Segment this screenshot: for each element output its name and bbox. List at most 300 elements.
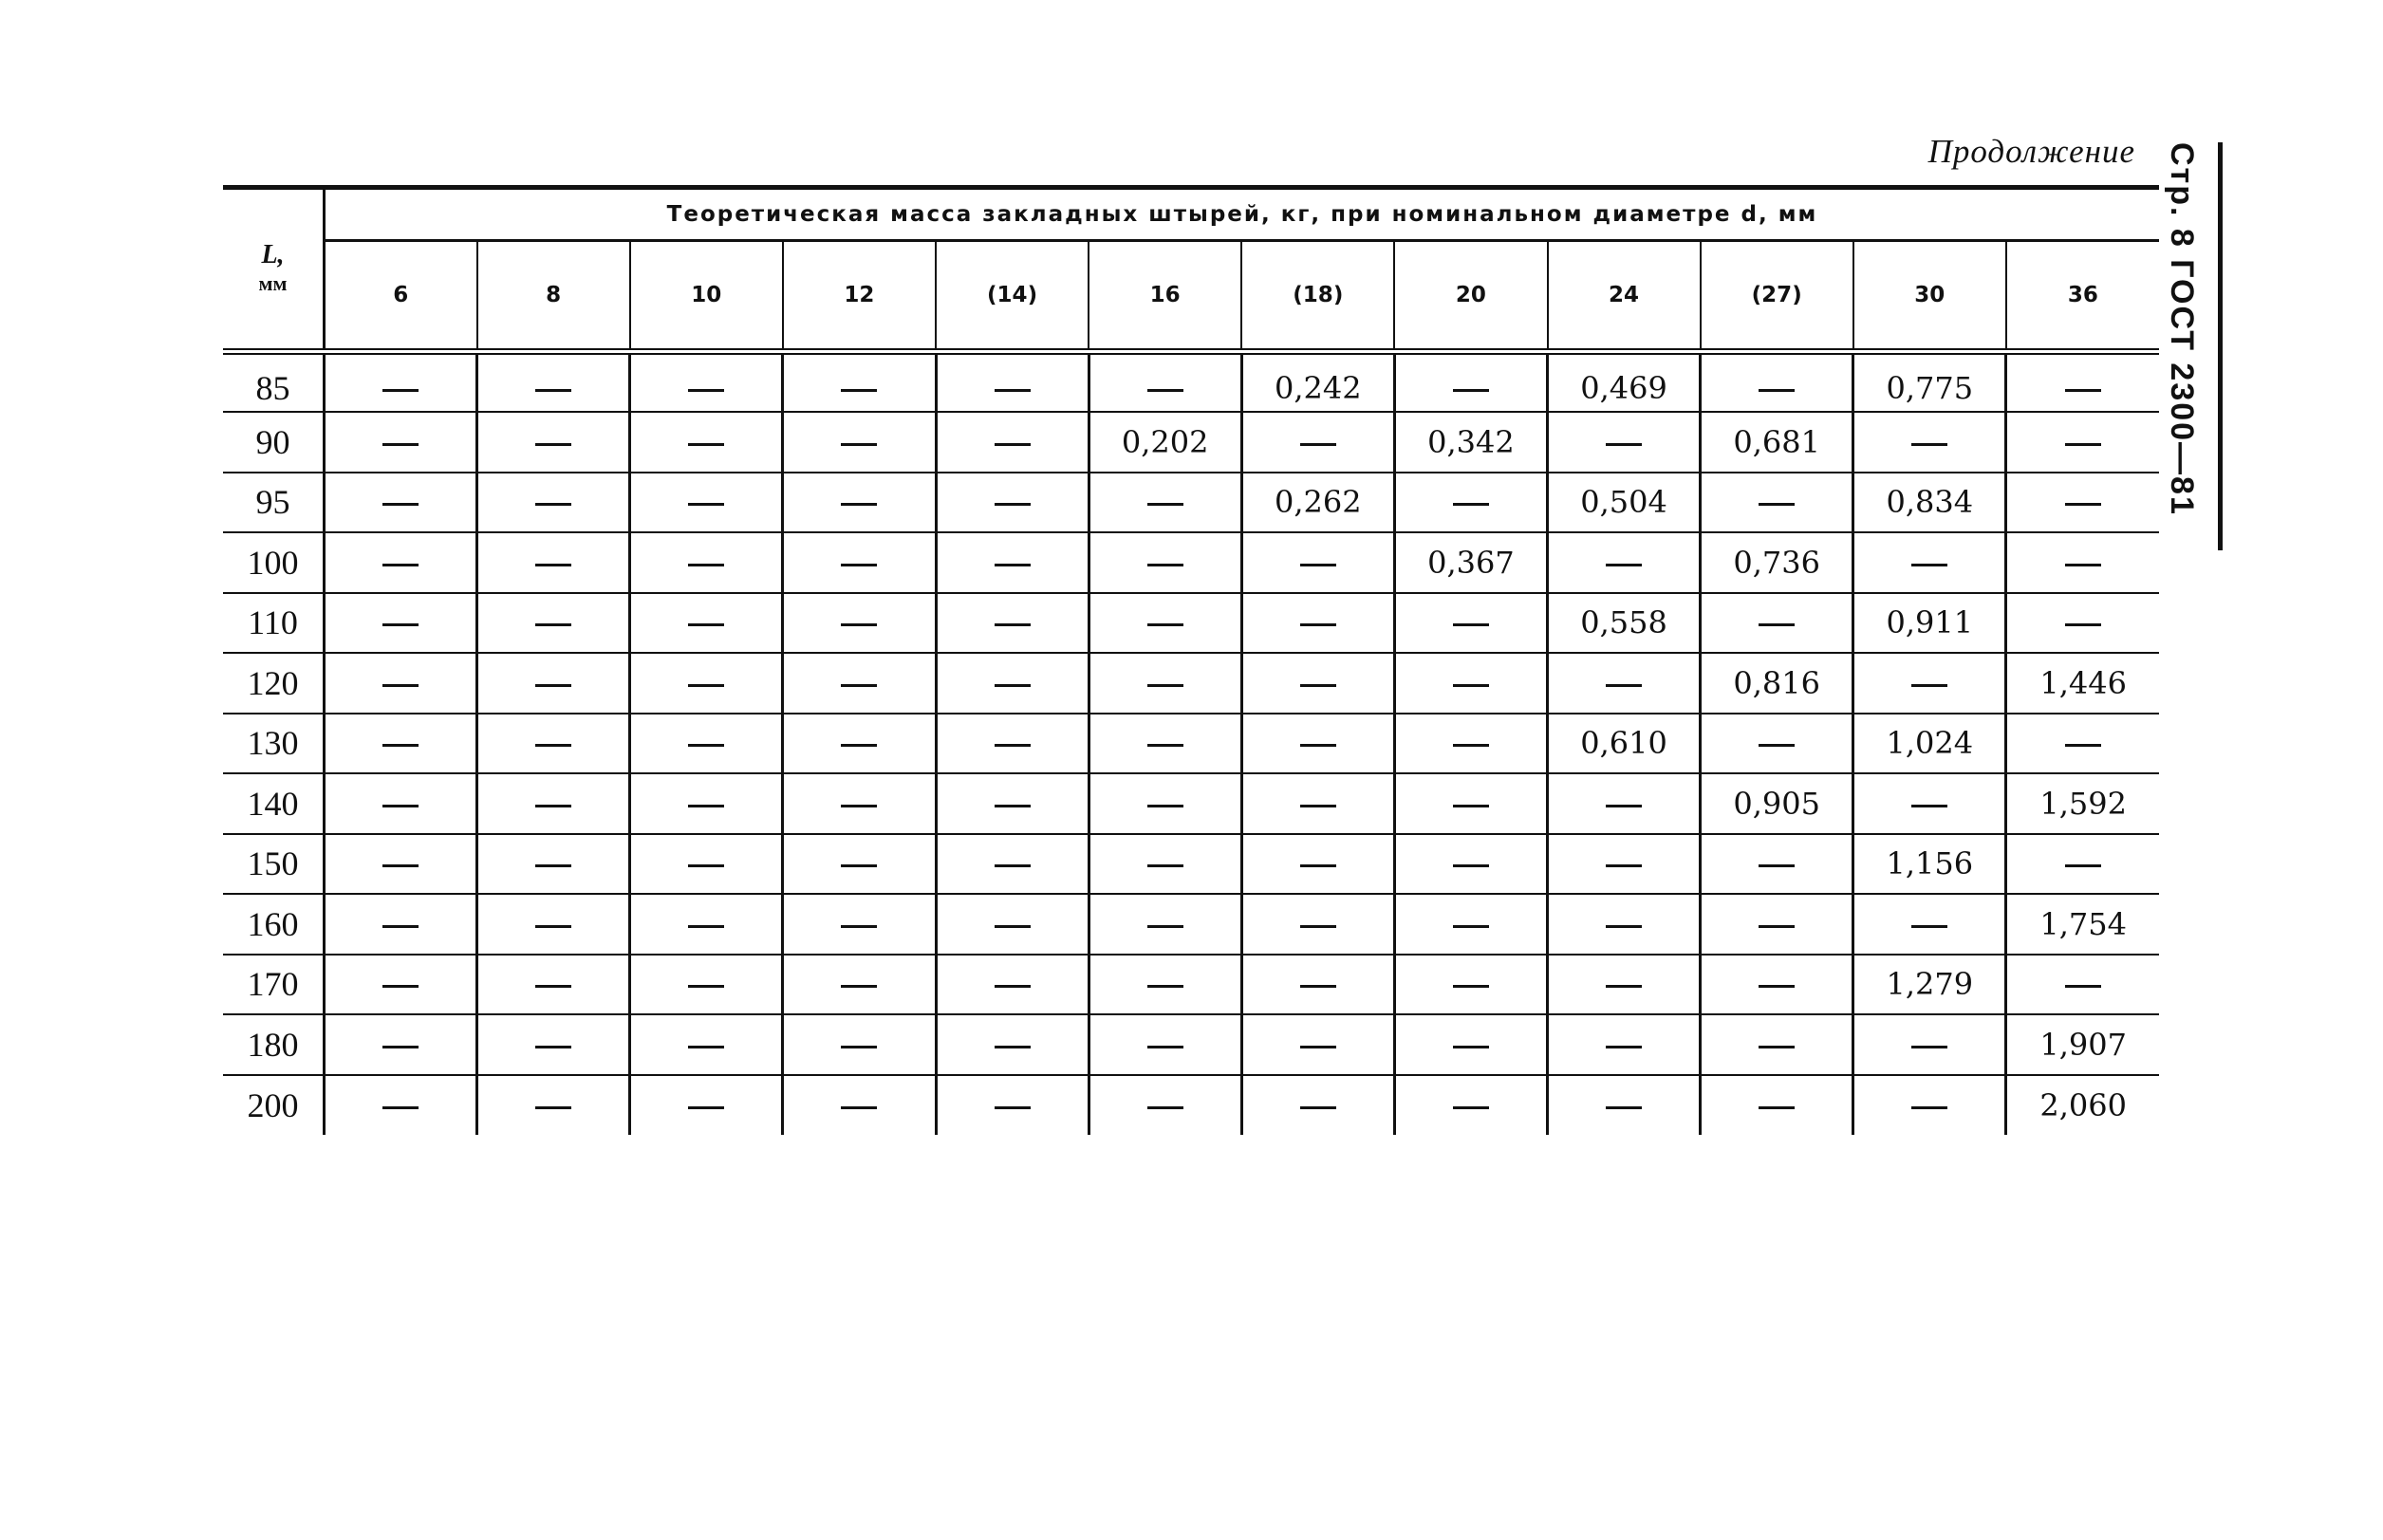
mass-cell xyxy=(936,894,1089,955)
dash-mark xyxy=(995,985,1031,988)
diameter-header: 12 xyxy=(783,241,936,352)
mass-cell xyxy=(1701,894,1853,955)
dash-mark xyxy=(382,564,419,566)
dash-mark xyxy=(2065,744,2101,747)
mass-cell xyxy=(1241,955,1394,1015)
dash-mark xyxy=(535,864,571,867)
dash-mark xyxy=(2065,864,2101,867)
mass-cell xyxy=(630,714,783,774)
mass-cell xyxy=(477,593,630,654)
mass-cell xyxy=(1089,834,1241,895)
mass-cell xyxy=(325,653,477,714)
table-row xyxy=(223,473,2159,533)
dash-mark xyxy=(1300,864,1336,867)
mass-cell: 0,775 xyxy=(1853,352,2006,413)
mass-cell xyxy=(1241,714,1394,774)
length-unit: мм xyxy=(258,270,288,295)
dash-mark xyxy=(535,1046,571,1048)
dash-mark xyxy=(995,1106,1031,1109)
mass-cell: 0,610 xyxy=(1548,714,1701,774)
dash-mark xyxy=(1911,1106,1947,1109)
dash-mark xyxy=(535,389,571,392)
mass-cell xyxy=(477,834,630,895)
dash-mark xyxy=(995,925,1031,928)
mass-cell xyxy=(783,1075,936,1136)
dash-mark xyxy=(1300,623,1336,626)
mass-cell xyxy=(936,352,1089,413)
dash-mark xyxy=(1911,1046,1947,1048)
table-row xyxy=(223,1075,2159,1136)
mass-cell xyxy=(1548,1075,1701,1136)
dash-mark xyxy=(1300,443,1336,446)
mass-cell xyxy=(2006,352,2159,413)
dash-mark xyxy=(841,684,877,687)
mass-cell xyxy=(1394,714,1547,774)
mass-cell: 0,242 xyxy=(1241,352,1394,413)
mass-cell xyxy=(1241,894,1394,955)
dash-mark xyxy=(841,985,877,988)
mass-cell xyxy=(783,593,936,654)
dash-mark xyxy=(995,744,1031,747)
mass-cell: 0,342 xyxy=(1394,412,1547,473)
mass-cell xyxy=(1548,412,1701,473)
header-row-diameters xyxy=(223,241,2159,352)
dash-mark xyxy=(1147,864,1183,867)
length-cell: 90 xyxy=(223,412,325,473)
length-cell: 100 xyxy=(223,532,325,593)
dash-mark xyxy=(995,684,1031,687)
dash-mark xyxy=(1606,443,1642,446)
mass-table xyxy=(223,185,2159,1135)
diameter-header: 36 xyxy=(2006,241,2159,352)
mass-cell xyxy=(1089,593,1241,654)
dash-mark xyxy=(1300,744,1336,747)
dash-mark xyxy=(841,805,877,807)
dash-mark xyxy=(1453,1046,1489,1048)
dash-mark xyxy=(1147,623,1183,626)
diameter-header: 24 xyxy=(1548,241,1701,352)
length-cell: 95 xyxy=(223,473,325,533)
mass-cell xyxy=(783,894,936,955)
dash-mark xyxy=(688,623,724,626)
mass-cell xyxy=(1548,955,1701,1015)
mass-cell xyxy=(936,955,1089,1015)
dash-mark xyxy=(688,864,724,867)
dash-mark xyxy=(1147,925,1183,928)
dash-mark xyxy=(1606,985,1642,988)
dash-mark xyxy=(535,623,571,626)
dash-mark xyxy=(995,864,1031,867)
mass-cell xyxy=(1701,955,1853,1015)
diameter-header: 10 xyxy=(630,241,783,352)
dash-mark xyxy=(1147,1046,1183,1048)
diameter-header: (18) xyxy=(1241,241,1394,352)
mass-cell xyxy=(477,473,630,533)
diameter-header: 16 xyxy=(1089,241,1241,352)
mass-cell xyxy=(1089,894,1241,955)
mass-cell xyxy=(783,653,936,714)
length-cell: 110 xyxy=(223,593,325,654)
mass-cell xyxy=(936,532,1089,593)
dash-mark xyxy=(382,805,419,807)
dash-mark xyxy=(1453,1106,1489,1109)
diameter-header: (14) xyxy=(936,241,1089,352)
mass-cell xyxy=(630,532,783,593)
mass-cell xyxy=(630,1014,783,1075)
mass-cell: 2,060 xyxy=(2039,1086,2127,1123)
mass-cell xyxy=(936,1075,1089,1136)
mass-cell xyxy=(325,714,477,774)
dash-mark xyxy=(995,443,1031,446)
mass-cell xyxy=(2006,473,2159,533)
mass-cell xyxy=(1241,834,1394,895)
mass-cell xyxy=(1853,1075,2006,1136)
mass-cell xyxy=(1394,955,1547,1015)
mass-cell xyxy=(1394,1075,1547,1136)
mass-cell xyxy=(325,593,477,654)
dash-mark xyxy=(688,564,724,566)
mass-cell xyxy=(325,352,477,413)
dash-mark xyxy=(1300,1046,1336,1048)
dash-mark xyxy=(1300,985,1336,988)
mass-cell xyxy=(1241,532,1394,593)
dash-mark xyxy=(688,684,724,687)
dash-mark xyxy=(995,805,1031,807)
mass-cell xyxy=(1548,773,1701,834)
mass-cell: 0,202 xyxy=(1089,412,1241,473)
dash-mark xyxy=(995,503,1031,506)
table-row xyxy=(223,532,2159,593)
table-row xyxy=(223,352,2159,413)
dash-mark xyxy=(1606,925,1642,928)
mass-cell: 0,262 xyxy=(1241,473,1394,533)
mass-cell: 1,024 xyxy=(1853,714,2006,774)
dash-mark xyxy=(1759,1106,1795,1109)
dash-mark xyxy=(382,443,419,446)
mass-cell xyxy=(325,955,477,1015)
mass-cell: 1,907 xyxy=(2006,1014,2159,1075)
mass-cell xyxy=(630,955,783,1015)
dash-mark xyxy=(1147,744,1183,747)
mass-cell xyxy=(477,1014,630,1075)
dash-mark xyxy=(688,389,724,392)
dash-mark xyxy=(2065,443,2101,446)
mass-cell xyxy=(325,532,477,593)
table-row xyxy=(223,653,2159,714)
mass-cell xyxy=(1394,834,1547,895)
mass-cell xyxy=(2006,714,2159,774)
dash-mark xyxy=(995,564,1031,566)
mass-cell xyxy=(630,473,783,533)
mass-cell xyxy=(1241,412,1394,473)
mass-cell xyxy=(783,714,936,774)
continuation-label: Продолжение xyxy=(1927,133,2135,170)
dash-mark xyxy=(1759,389,1795,392)
dash-mark xyxy=(1759,985,1795,988)
dash-mark xyxy=(1759,925,1795,928)
dash-mark xyxy=(995,1046,1031,1048)
dash-mark xyxy=(1147,1106,1183,1109)
dash-mark xyxy=(382,389,419,392)
dash-mark xyxy=(1759,503,1795,506)
mass-cell: 0,911 xyxy=(1853,593,2006,654)
table-row xyxy=(223,834,2159,895)
dash-mark xyxy=(1300,564,1336,566)
diameter-header: 20 xyxy=(1394,241,1547,352)
mass-cell xyxy=(1548,532,1701,593)
mass-cell xyxy=(1394,1014,1547,1075)
mass-cell xyxy=(1241,593,1394,654)
mass-cell xyxy=(325,412,477,473)
mass-cell xyxy=(1089,352,1241,413)
dash-mark xyxy=(1453,864,1489,867)
dash-mark xyxy=(535,564,571,566)
mass-cell xyxy=(1394,352,1547,413)
mass-cell xyxy=(783,834,936,895)
mass-cell xyxy=(783,773,936,834)
dash-mark xyxy=(841,864,877,867)
mass-cell xyxy=(2006,593,2159,654)
dash-mark xyxy=(382,925,419,928)
mass-cell xyxy=(477,532,630,593)
table-header xyxy=(223,188,2159,352)
dash-mark xyxy=(1606,805,1642,807)
dash-mark xyxy=(1147,503,1183,506)
mass-cell: 1,592 xyxy=(2006,773,2159,834)
dash-mark xyxy=(1911,684,1947,687)
dash-mark xyxy=(1911,925,1947,928)
mass-cell: 1,446 xyxy=(2006,653,2159,714)
mass-cell xyxy=(1394,773,1547,834)
mass-cell xyxy=(477,653,630,714)
mass-cell xyxy=(477,412,630,473)
mass-cell xyxy=(1548,894,1701,955)
length-cell: 130 xyxy=(223,714,325,774)
mass-cell xyxy=(1089,1014,1241,1075)
mass-cell xyxy=(1853,894,2006,955)
dash-mark xyxy=(382,864,419,867)
mass-cell xyxy=(325,473,477,533)
dash-mark xyxy=(382,985,419,988)
mass-cell xyxy=(630,894,783,955)
table-row xyxy=(223,714,2159,774)
mass-cell: 0,736 xyxy=(1701,532,1853,593)
mass-cell xyxy=(1394,894,1547,955)
mass-cell xyxy=(477,714,630,774)
dash-mark xyxy=(1453,744,1489,747)
dash-mark xyxy=(1453,503,1489,506)
dash-mark xyxy=(535,443,571,446)
dash-mark xyxy=(535,503,571,506)
dash-mark xyxy=(535,684,571,687)
table-row xyxy=(223,1014,2159,1075)
dash-mark xyxy=(1300,1106,1336,1109)
mass-cell: 0,558 xyxy=(1548,593,1701,654)
length-cell: 140 xyxy=(223,773,325,834)
side-header-rule xyxy=(2218,142,2223,550)
mass-cell xyxy=(1089,532,1241,593)
table-row xyxy=(223,773,2159,834)
dash-mark xyxy=(841,503,877,506)
mass-cell xyxy=(630,653,783,714)
mass-cell xyxy=(1701,1014,1853,1075)
mass-cell xyxy=(2006,834,2159,895)
mass-cell xyxy=(1394,653,1547,714)
mass-cell xyxy=(477,352,630,413)
mass-cell xyxy=(325,1075,477,1136)
mass-cell xyxy=(1241,1014,1394,1075)
dash-mark xyxy=(841,1046,877,1048)
mass-cell xyxy=(1701,352,1853,413)
length-cell: 170 xyxy=(223,955,325,1015)
mass-cell xyxy=(1089,1075,1241,1136)
mass-cell xyxy=(630,412,783,473)
dash-mark xyxy=(1147,389,1183,392)
table-row xyxy=(223,894,2159,955)
mass-cell xyxy=(1241,653,1394,714)
dash-mark xyxy=(382,684,419,687)
mass-cell xyxy=(1089,955,1241,1015)
length-cell: 150 xyxy=(223,834,325,895)
dash-mark xyxy=(1911,564,1947,566)
mass-group-header: Теоретическая масса закладных штырей, кг, при номинальном диаметре d, мм xyxy=(325,188,2160,241)
mass-cell: 1,279 xyxy=(1853,955,2006,1015)
dash-mark xyxy=(688,503,724,506)
mass-cell: 0,905 xyxy=(1701,773,1853,834)
mass-cell xyxy=(783,352,936,413)
length-cell: 160 xyxy=(223,894,325,955)
dash-mark xyxy=(2065,564,2101,566)
mass-cell xyxy=(630,773,783,834)
diameter-header: 6 xyxy=(325,241,477,352)
mass-cell xyxy=(630,1075,783,1136)
mass-cell xyxy=(1241,773,1394,834)
mass-cell xyxy=(1701,1075,1853,1136)
mass-cell xyxy=(1548,1014,1701,1075)
dash-mark xyxy=(1147,805,1183,807)
side-page-header: Стр. 8 ГОСТ 2300—81 xyxy=(2164,142,2200,516)
length-cell: 85 xyxy=(223,352,325,413)
mass-cell xyxy=(1548,834,1701,895)
mass-cell xyxy=(936,773,1089,834)
dash-mark xyxy=(1453,684,1489,687)
length-cell: 180 xyxy=(223,1014,325,1075)
dash-mark xyxy=(1453,623,1489,626)
dash-mark xyxy=(535,985,571,988)
mass-cell xyxy=(1701,714,1853,774)
mass-cell xyxy=(2006,955,2159,1015)
header-row-group xyxy=(223,188,2159,241)
dash-mark xyxy=(841,925,877,928)
mass-cell xyxy=(477,773,630,834)
dash-mark xyxy=(535,744,571,747)
dash-mark xyxy=(688,985,724,988)
mass-cell xyxy=(477,894,630,955)
mass-cell xyxy=(936,412,1089,473)
dash-mark xyxy=(841,389,877,392)
dash-mark xyxy=(1147,985,1183,988)
dash-mark xyxy=(688,1046,724,1048)
diameter-header: (27) xyxy=(1701,241,1853,352)
diameter-header: 30 xyxy=(1853,241,2006,352)
mass-cell xyxy=(477,955,630,1015)
dash-mark xyxy=(1147,564,1183,566)
dash-mark xyxy=(2065,623,2101,626)
dash-mark xyxy=(1606,1106,1642,1109)
mass-cell xyxy=(1853,653,2006,714)
dash-mark xyxy=(1606,684,1642,687)
mass-cell xyxy=(1089,473,1241,533)
dash-mark xyxy=(382,623,419,626)
length-cell: 200 xyxy=(223,1075,325,1136)
dash-mark xyxy=(688,443,724,446)
mass-cell xyxy=(1394,593,1547,654)
mass-cell xyxy=(1853,532,2006,593)
dash-mark xyxy=(688,805,724,807)
dash-mark xyxy=(1453,985,1489,988)
table-row xyxy=(223,593,2159,654)
dash-mark xyxy=(1300,684,1336,687)
mass-cell xyxy=(783,955,936,1015)
mass-cell xyxy=(1089,653,1241,714)
dash-mark xyxy=(535,925,571,928)
mass-cell xyxy=(325,1014,477,1075)
dash-mark xyxy=(1911,443,1947,446)
mass-cell xyxy=(325,773,477,834)
mass-cell xyxy=(630,834,783,895)
mass-cell xyxy=(1394,473,1547,533)
mass-cell xyxy=(2006,532,2159,593)
mass-cell xyxy=(630,352,783,413)
mass-cell xyxy=(783,1014,936,1075)
mass-cell xyxy=(1701,593,1853,654)
mass-cell xyxy=(630,593,783,654)
mass-cell xyxy=(325,834,477,895)
dash-mark xyxy=(1759,744,1795,747)
dash-mark xyxy=(382,1046,419,1048)
dash-mark xyxy=(1606,1046,1642,1048)
mass-cell xyxy=(936,714,1089,774)
dash-mark xyxy=(1300,805,1336,807)
dash-mark xyxy=(1453,925,1489,928)
dash-mark xyxy=(1453,805,1489,807)
dash-mark xyxy=(1606,864,1642,867)
dash-mark xyxy=(1759,623,1795,626)
mass-cell xyxy=(477,1075,630,1136)
dash-mark xyxy=(1759,864,1795,867)
dash-mark xyxy=(841,1106,877,1109)
mass-cell: 1,754 xyxy=(2006,894,2159,955)
dash-mark xyxy=(2065,985,2101,988)
dash-mark xyxy=(841,623,877,626)
dash-mark xyxy=(535,805,571,807)
dash-mark xyxy=(1453,389,1489,392)
mass-cell xyxy=(2006,412,2159,473)
dash-mark xyxy=(2065,389,2101,392)
mass-cell xyxy=(1089,714,1241,774)
dash-mark xyxy=(382,503,419,506)
mass-cell: 0,816 xyxy=(1701,653,1853,714)
dash-mark xyxy=(688,744,724,747)
dash-mark xyxy=(2065,503,2101,506)
dash-mark xyxy=(1911,805,1947,807)
mass-cell xyxy=(1548,653,1701,714)
mass-cell xyxy=(936,473,1089,533)
mass-cell xyxy=(936,593,1089,654)
length-symbol: L, xyxy=(261,239,285,269)
dash-mark xyxy=(1147,684,1183,687)
mass-cell: 0,367 xyxy=(1394,532,1547,593)
